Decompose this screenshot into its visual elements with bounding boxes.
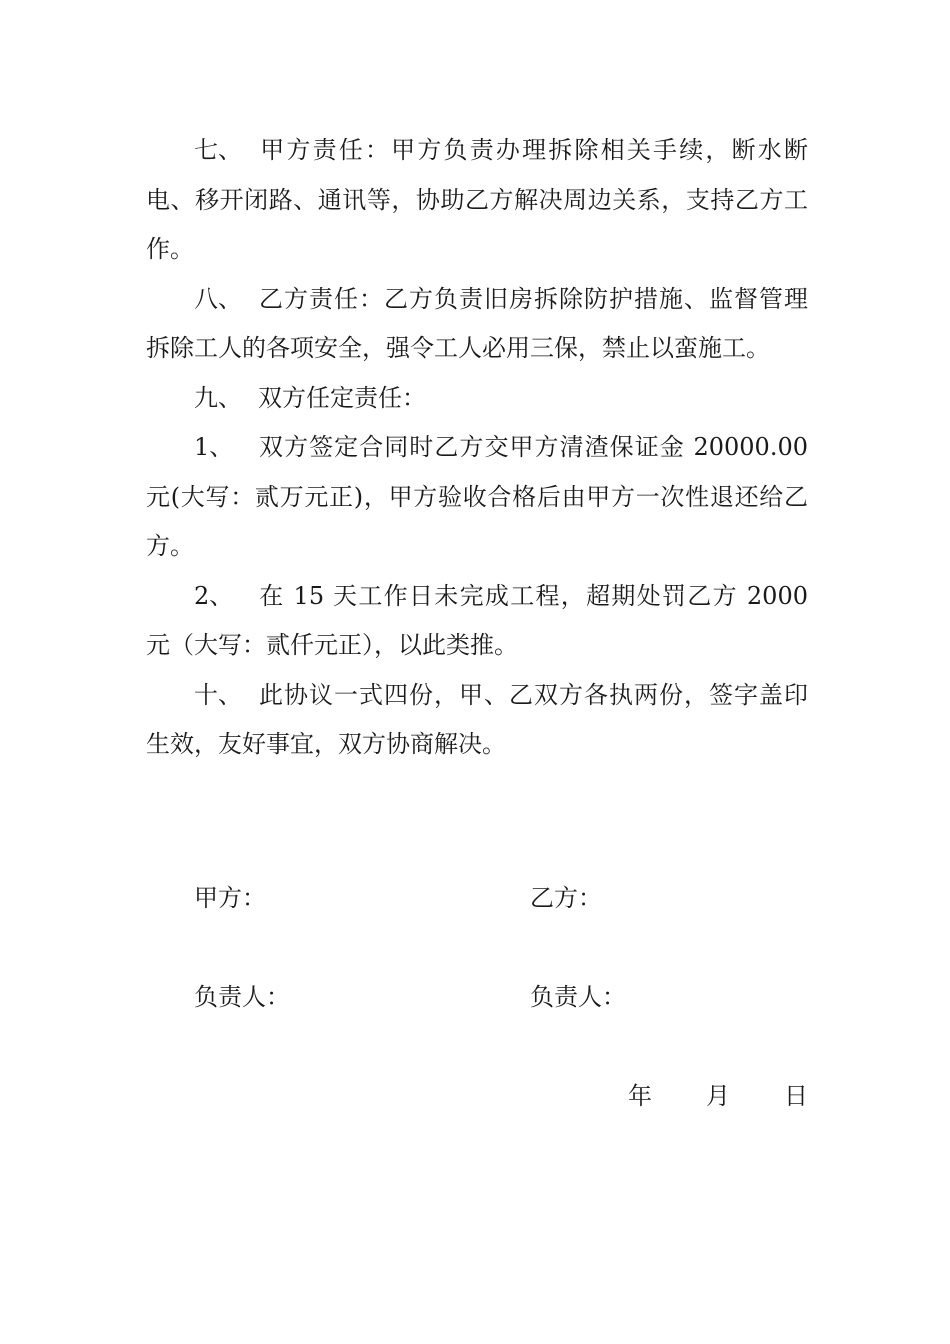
clause-number: 1、 — [194, 433, 234, 461]
clause-text: 此协议一式四份，甲、乙双方各执两份，签字盖印生效，友好事宜，双方协商解决。 — [146, 680, 808, 758]
clause-9 — [146, 374, 808, 424]
party-b-label: 乙方： — [530, 884, 602, 912]
clause-text: 甲方责任：甲方负责办理拆除相关手续，断水断电、移开闭路、通讯等，协助乙方解决周边关系，支持乙方工作。 — [146, 136, 808, 263]
clause-text: 双方签定合同时乙方交甲方清渣保证金 20000.00 元(大写：贰万元正)，甲方验收合格后由甲方一次性退还给乙方。 — [146, 433, 808, 560]
date-month-label: 月 — [706, 1082, 730, 1110]
clause-number: 十、 — [194, 680, 242, 709]
clause-text: 双方任定责任： — [258, 383, 426, 412]
clause-9-item-2 — [146, 572, 808, 671]
date-year-label: 年 — [628, 1082, 652, 1110]
clause-text: 在 15 天工作日未完成工程，超期处罚乙方 2000 元（大写：贰仟元正），以此类推。 — [146, 581, 808, 659]
clause-number: 七、 — [194, 136, 242, 164]
clause-number: 九、 — [194, 383, 242, 412]
clause-number: 2、 — [194, 581, 234, 610]
party-b-person-label: 负责人： — [530, 983, 626, 1011]
clause-9-item-1 — [146, 423, 808, 572]
clause-text: 乙方责任：乙方负责旧房拆除防护措施、监督管理拆除工人的各项安全，强令工人必用三保，禁止以蛮施工。 — [146, 284, 808, 362]
clause-10 — [146, 671, 808, 770]
party-a-label: 甲方： — [194, 884, 266, 912]
contract-clauses — [146, 126, 808, 770]
clause-8 — [146, 275, 808, 374]
date-day-label: 日 — [784, 1082, 808, 1110]
clause-number: 八、 — [194, 284, 242, 313]
party-a-person-label: 负责人： — [194, 983, 290, 1011]
clause-7 — [146, 126, 808, 275]
